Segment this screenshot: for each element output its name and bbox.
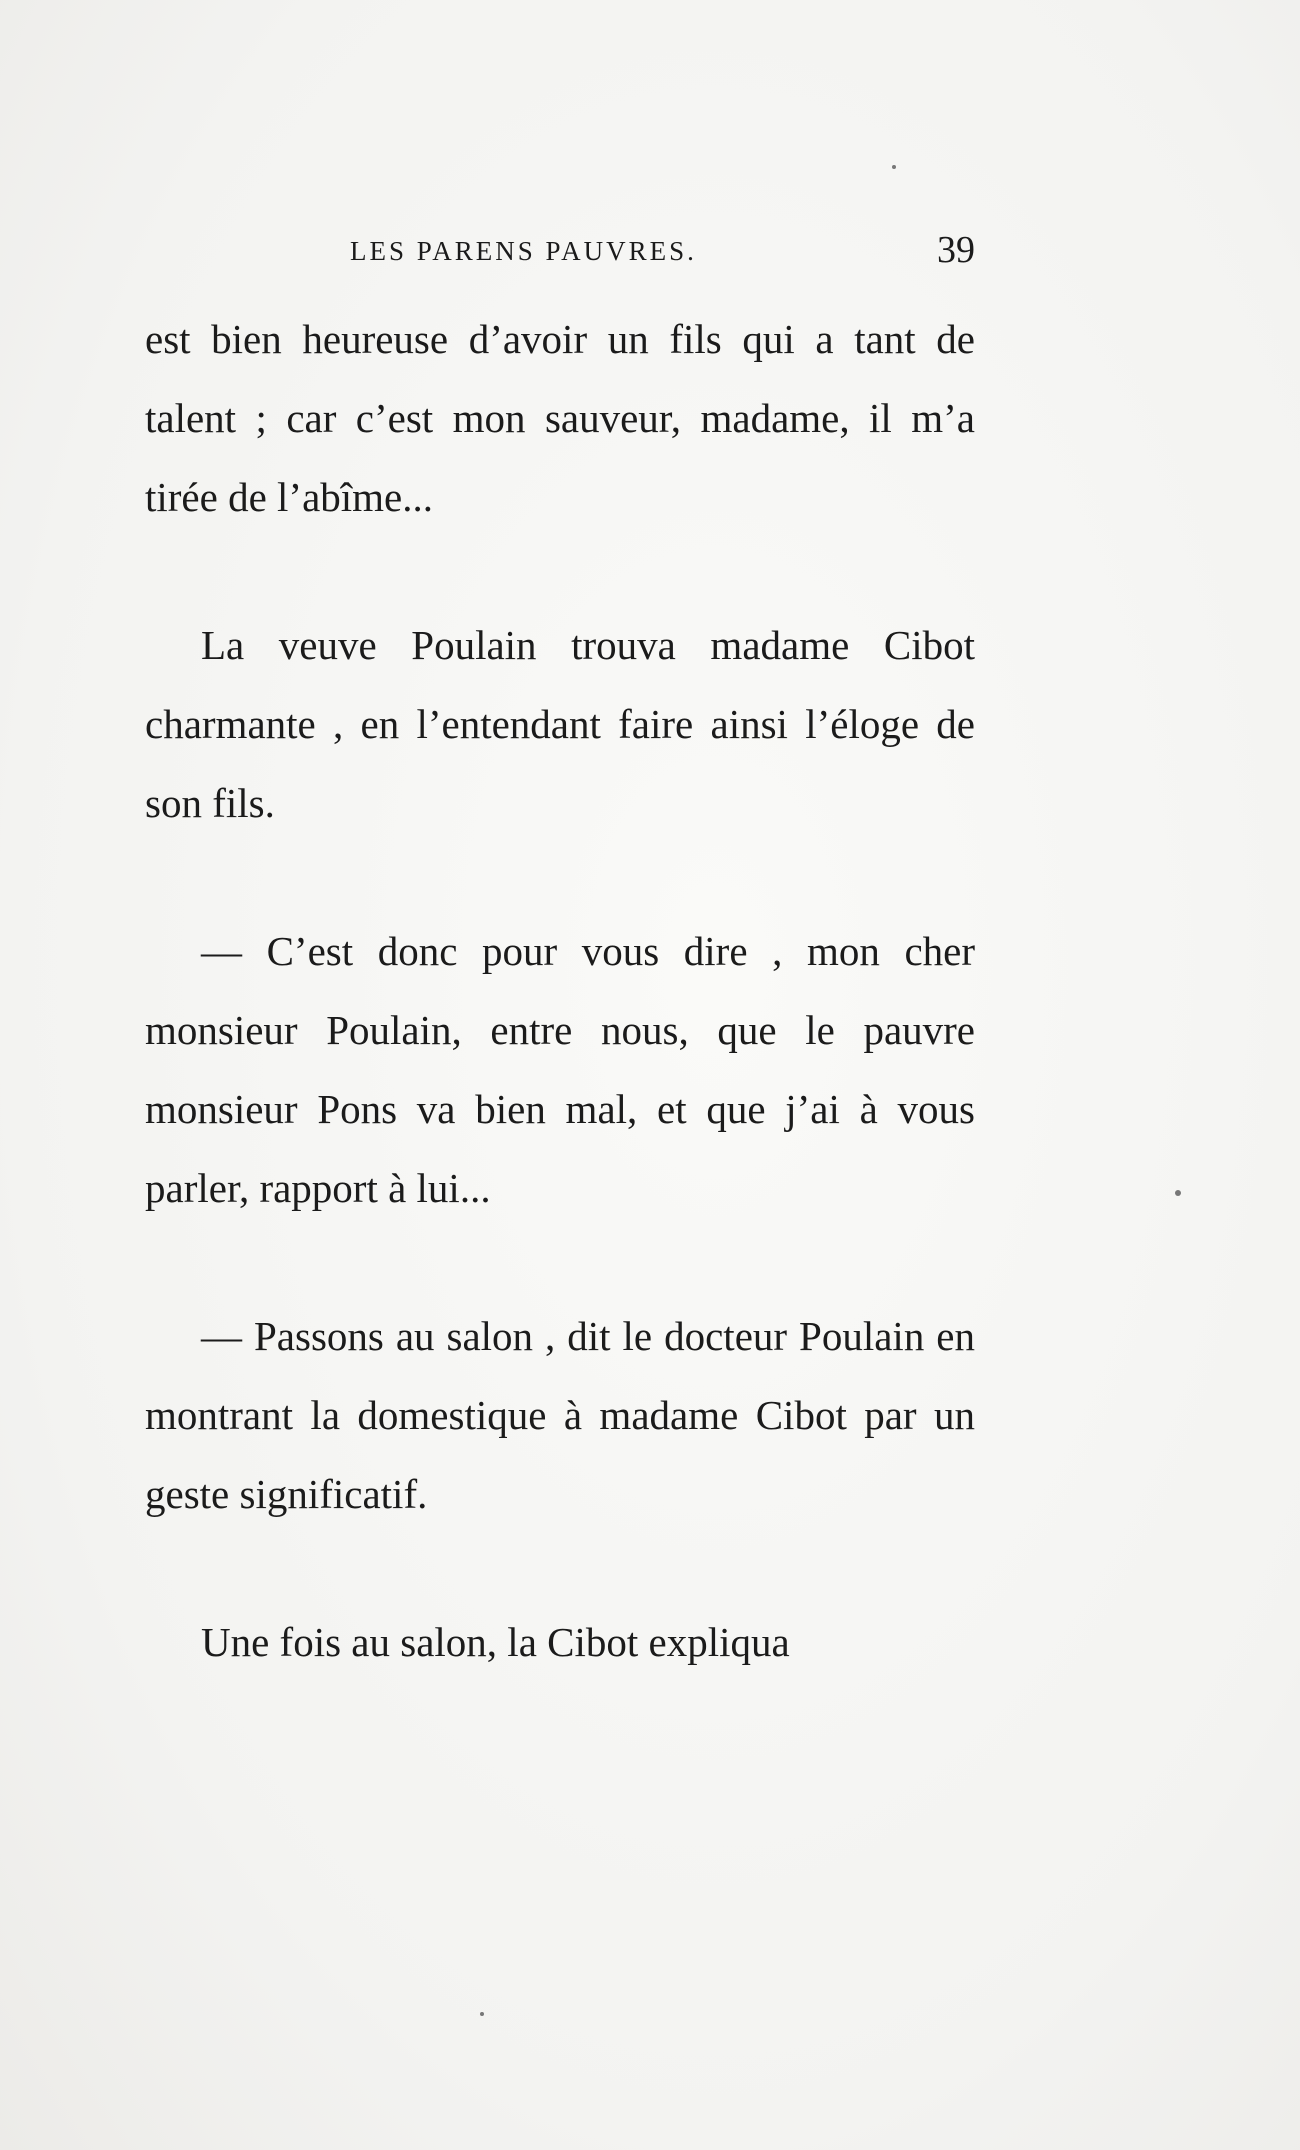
paragraph-gap <box>145 537 975 606</box>
paper-speck <box>480 2012 484 2016</box>
paragraph-dialogue: — C’est donc pour vous dire , mon cher monsieur Poulain, entre nous, que le pauvre monsieur Pons va bien mal, et que j’ai à vous parler, rapport à lui... <box>145 928 975 1211</box>
paragraph-continuation: est bien heureuse d’avoir un fils qui a tant de talent ; car c’est mon sauveur, madame, il m’a tirée de l’abîme... <box>145 316 975 520</box>
paper-speck <box>892 165 896 169</box>
running-title: LES PARENS PAUVRES. <box>350 236 697 266</box>
paper-speck <box>1175 1190 1181 1196</box>
running-header <box>145 228 975 278</box>
paragraph: Une fois au salon, la Cibot expliqua <box>201 1619 790 1665</box>
paragraph-gap <box>145 843 975 912</box>
paragraph: La veuve Poulain trouva madame Cibot charmante , en l’entendant faire ainsi l’éloge de son fils. <box>145 622 975 826</box>
paragraph-gap <box>145 1534 975 1603</box>
paragraph-dialogue: — Passons au salon , dit le docteur Poulain en montrant la domestique à madame Cibot par un geste significatif. <box>145 1313 975 1517</box>
page-number: 39 <box>937 229 975 271</box>
paragraph-gap <box>145 1228 975 1297</box>
body-text <box>145 300 975 1682</box>
